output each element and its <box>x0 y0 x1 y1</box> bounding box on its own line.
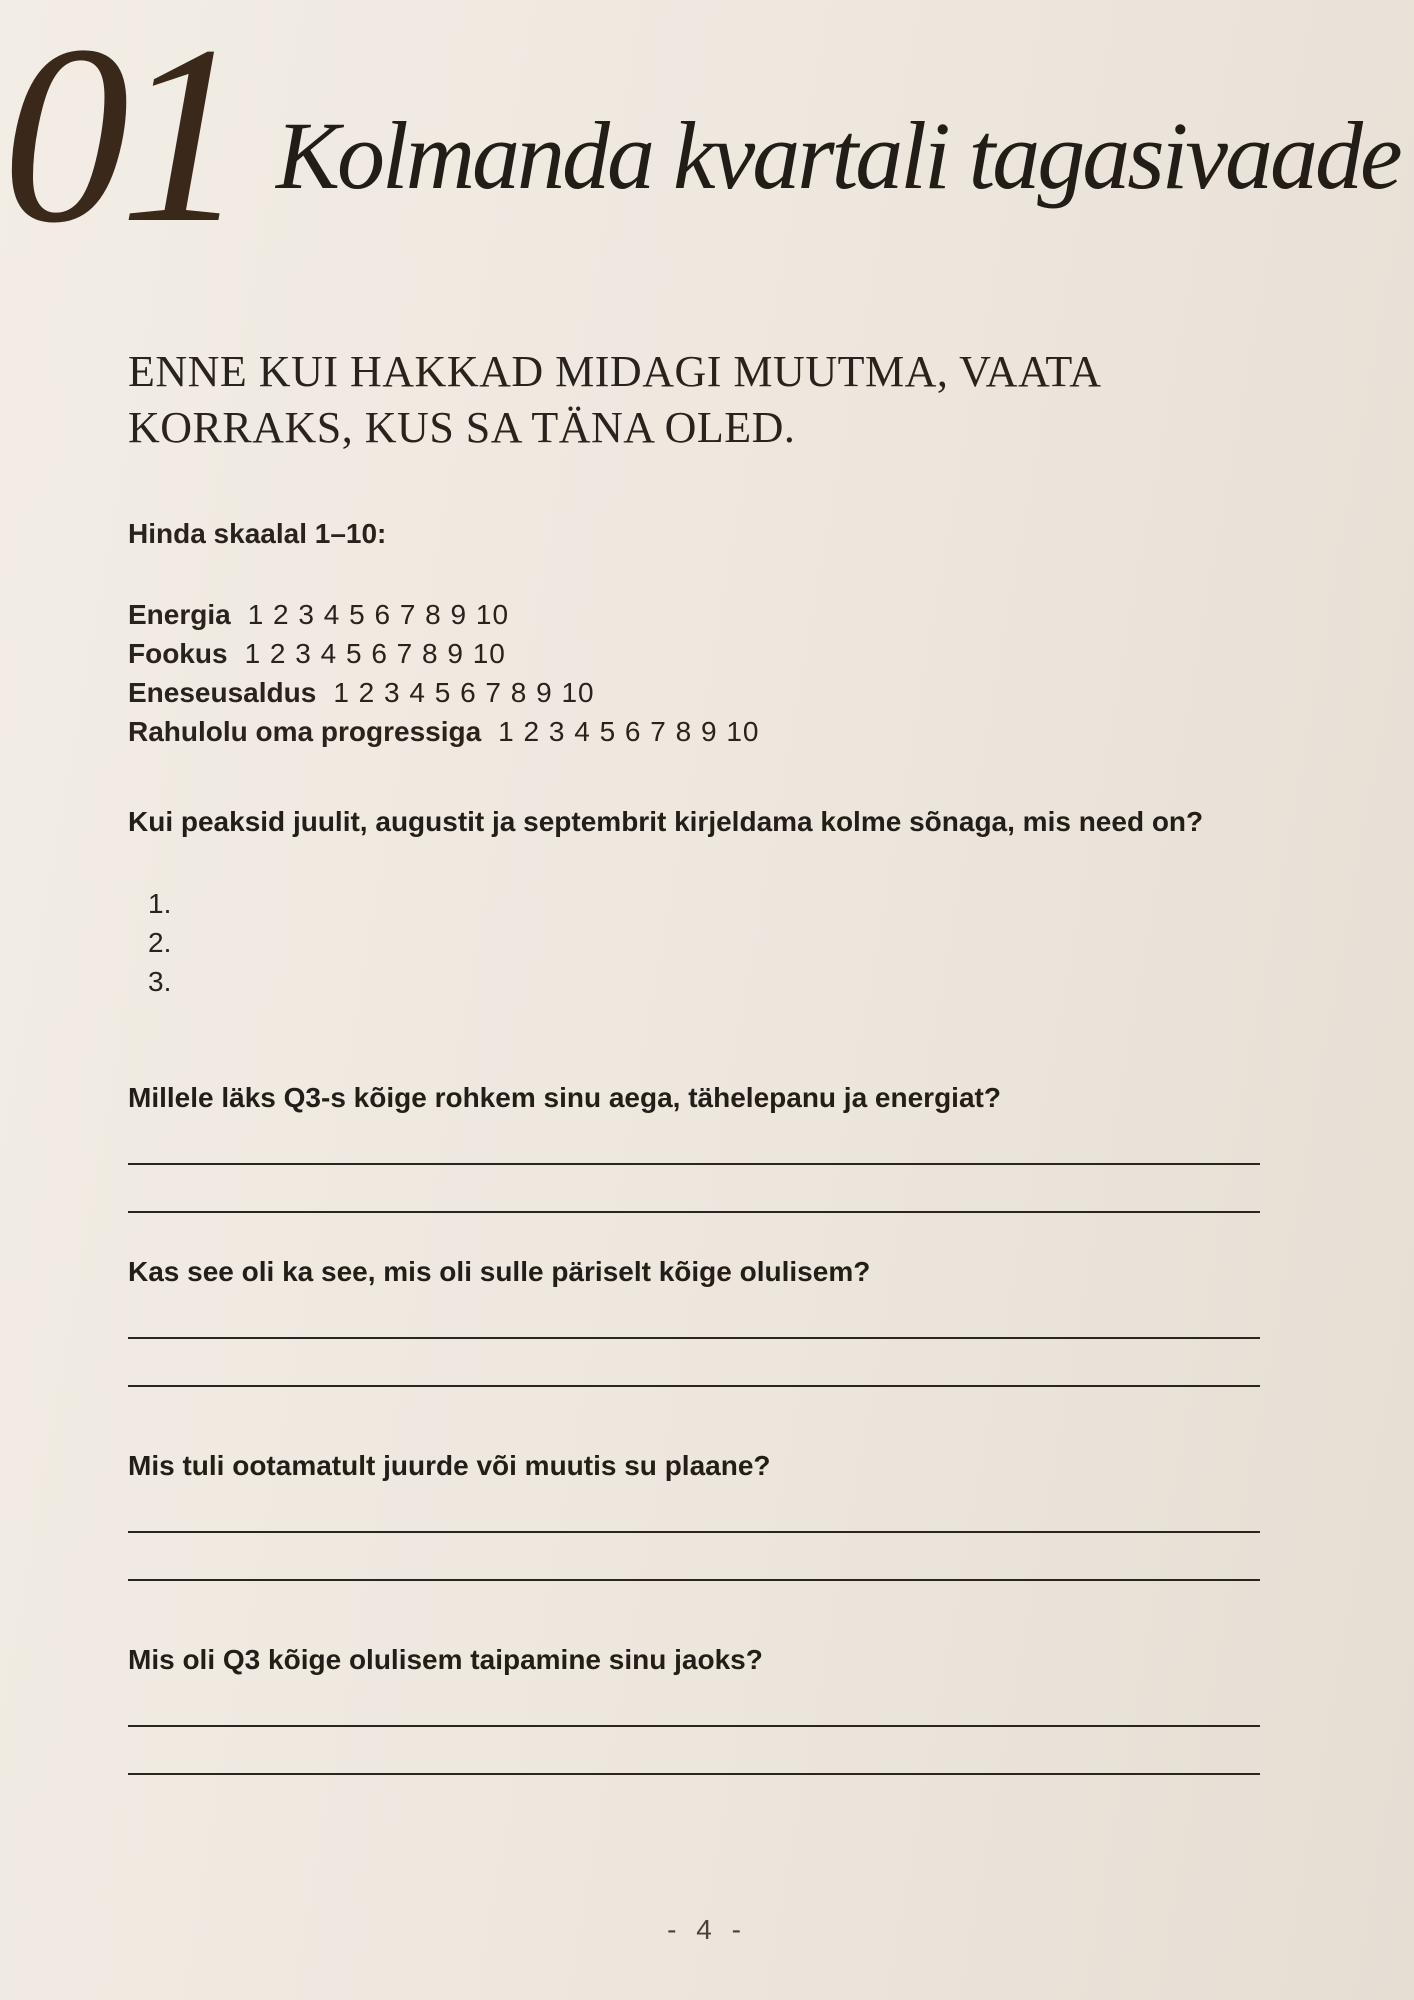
rating-row-rahulolu <box>128 712 759 751</box>
answer-line[interactable] <box>128 1163 1260 1165</box>
rating-label: Fookus <box>128 638 228 669</box>
question-insight: Mis oli Q3 kõige olulisem taipamine sinu jaoks? <box>128 1644 763 1675</box>
rating-scale: 1 2 3 4 5 6 7 8 9 10 <box>244 638 506 669</box>
rating-scale: 1 2 3 4 5 6 7 8 9 10 <box>247 599 510 630</box>
rating-list <box>128 595 759 751</box>
question-time-attention: Millele läks Q3-s kõige rohkem sinu aega, tähelepanu ja energiat? <box>128 1082 1001 1113</box>
list-item: 3. <box>148 966 172 997</box>
answer-line[interactable] <box>128 1773 1260 1775</box>
intro-line-2: KORRAKS, KUS SA TÄNA OLED. <box>128 403 796 452</box>
rating-scale: 1 2 3 4 5 6 7 8 9 10 <box>333 677 595 708</box>
chapter-number: 01 <box>2 0 237 276</box>
rating-label: Rahulolu oma progressiga <box>128 716 482 747</box>
list-item: 2. <box>148 927 172 958</box>
answer-line[interactable] <box>128 1579 1260 1581</box>
rating-row-eneseusaldus <box>128 673 759 712</box>
intro-text <box>128 344 1208 456</box>
rating-heading: Hinda skaalal 1–10: <box>128 518 387 549</box>
list-item: 1. <box>148 888 172 919</box>
chapter-title: Kolmanda kvartali tagasivaade <box>276 102 1400 209</box>
three-words-question: Kui peaksid juulit, augustit ja septembrit kirjeldama kolme sõnaga, mis need on? <box>128 806 1204 837</box>
answer-line[interactable] <box>128 1725 1260 1727</box>
answer-line[interactable] <box>128 1531 1260 1533</box>
answer-line[interactable] <box>128 1211 1260 1213</box>
rating-label: Eneseusaldus <box>128 677 317 708</box>
question-unexpected: Mis tuli ootamatult juurde või muutis su plaane? <box>128 1450 771 1481</box>
page-number: - 4 - <box>667 1914 747 1945</box>
rating-scale: 1 2 3 4 5 6 7 8 9 10 <box>498 716 760 747</box>
rating-row-fookus <box>128 634 759 673</box>
answer-line[interactable] <box>128 1385 1260 1387</box>
three-words-list <box>148 884 171 1001</box>
intro-line-1: ENNE KUI HAKKAD MIDAGI MUUTMA, VAATA <box>128 347 1102 396</box>
answer-line[interactable] <box>128 1337 1260 1339</box>
question-most-important: Kas see oli ka see, mis oli sulle päriselt kõige olulisem? <box>128 1256 871 1287</box>
rating-label: Energia <box>128 599 231 630</box>
rating-row-energia <box>128 595 759 634</box>
